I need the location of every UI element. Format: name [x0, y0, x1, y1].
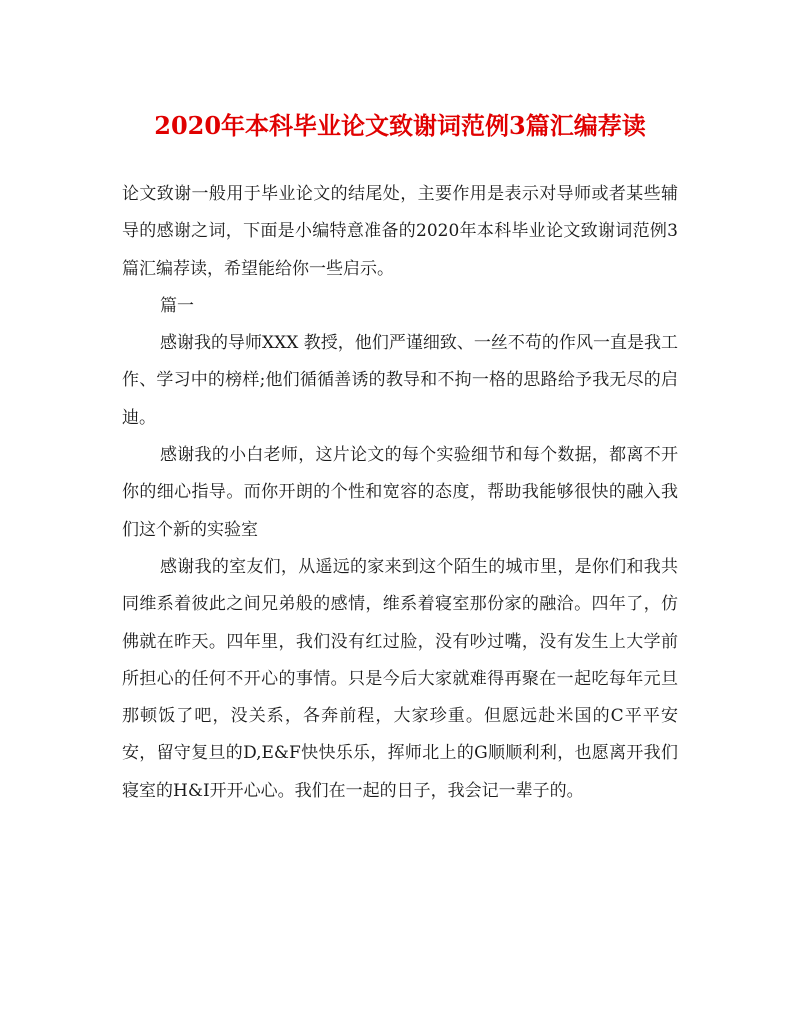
paragraph-advisor-thanks: 感谢我的导师XXX 教授，他们严谨细致、一丝不苟的作风一直是我工作、学习中的榜样;他们循循善诱的教导和不拘一格的思路给予我无尽的启迪。 — [122, 333, 678, 428]
paragraph-teacher-thanks: 感谢我的小白老师，这片论文的每个实验细节和每个数据，都离不开你的细心指导。而你开朗的个性和宽容的态度，帮助我能够很快的融入我们这个新的实验室 — [122, 445, 678, 540]
paragraph-roommates-thanks: 感谢我的室友们，从遥远的家来到这个陌生的城市里，是你们和我共同维系着彼此之间兄弟般的感情，维系着寝室那份家的融洽。四年了，仿佛就在昨天。四年里，我们没有红过脸，没有吵过嘴，没有发生上大学前所担心的任何不开心的事情。只是今后大家就难得再聚在一起吃每年元旦那顿饭了吧，没关系，各奔前程，大家珍重。但愿远赴米国的C平平安安，留守复旦的D,E&F快快乐乐，挥师北上的G顺顺利利，也愿离开我们寝室的H&I开开心心。我们在一起的日子，我会记一辈子的。 — [122, 556, 678, 801]
intro-paragraph: 论文致谢一般用于毕业论文的结尾处，主要作用是表示对导师或者某些辅导的感谢之词，下面是小编特意准备的2020年本科毕业论文致谢词范例3篇汇编荐读，希望能给你一些启示。 — [122, 184, 678, 279]
document-title: 2020年本科毕业论文致谢词范例3篇汇编荐读 — [154, 111, 646, 140]
document-body — [122, 176, 678, 810]
section-heading: 篇一 — [160, 295, 194, 316]
